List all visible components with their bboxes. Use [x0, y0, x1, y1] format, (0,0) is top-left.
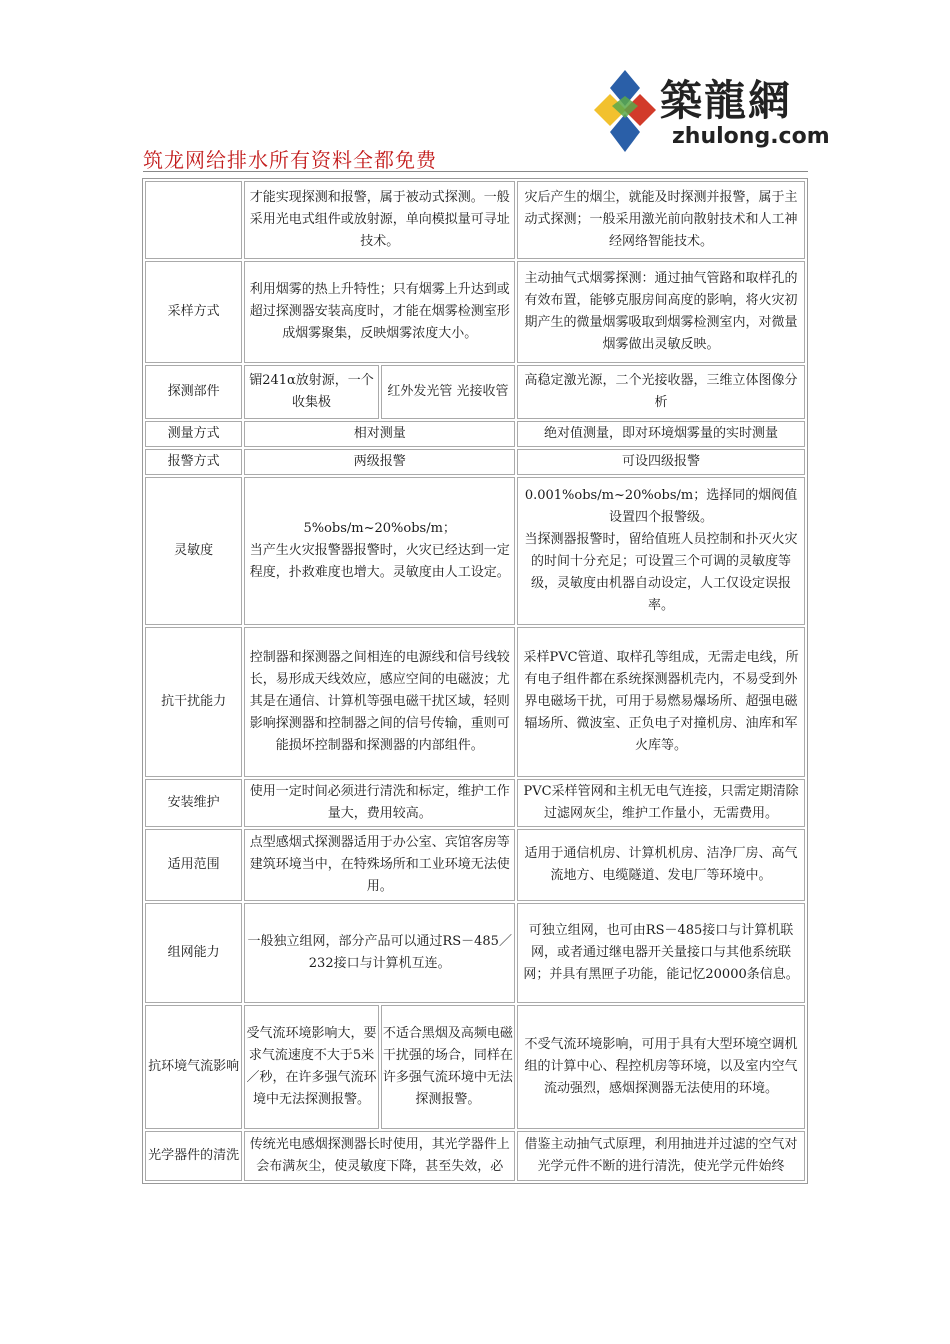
traditional-cell: 传统光电感烟探测器长时使用，其光学器件上会布满灰尘，使灵敏度下降，甚至失效，必	[244, 1131, 515, 1181]
row-label: 光学器件的清洗	[145, 1131, 242, 1181]
row-label: 抗干扰能力	[145, 627, 242, 777]
aspirating-cell: 高稳定激光源，二个光接收器，三维立体图像分析	[517, 365, 805, 419]
aspirating-cell: 可独立组网，也可由RS－485接口与计算机联网，或者通过继电器开关量接口与其他系统联网；并具有黑匣子功能，能记忆20000条信息。	[517, 903, 805, 1003]
aspirating-cell: 绝对值测量，即对环境烟雾量的实时测量	[517, 421, 805, 447]
table-row	[145, 1131, 805, 1181]
sensitivity-note: 当产生火灾报警器报警时，火灾已经达到一定程度，扑救难度也增大。灵敏度由人工设定。	[249, 543, 510, 580]
row-label: 安装维护	[145, 779, 242, 827]
sensitivity-note: 当探测器报警时，留给值班人员控制和扑灭火灾的时间十分充足；可设置三个可调的灵敏度等级，灵敏度由机器自动设定，人工仅设定误报率。	[524, 532, 798, 613]
traditional-cell: 利用烟雾的热上升特性；只有烟雾上升达到或超过探测器安装高度时，才能在烟雾检测室形成烟雾聚集，反映烟雾浓度大小。	[244, 261, 515, 363]
zhulong-logo	[590, 66, 830, 158]
traditional-cell: 才能实现探测和报警，属于被动式探测。一般采用光电式组件或放射源，单向模拟量可寻址技术。	[244, 181, 515, 259]
row-label: 组网能力	[145, 903, 242, 1003]
banner-title: 筑龙网给排水所有资料全都免费	[143, 148, 437, 172]
traditional-cell: 一般独立组网，部分产品可以通过RS－485／232接口与计算机互连。	[244, 903, 515, 1003]
traditional-cell-ionization: 受气流环境影响大，要求气流速度不大于5米／秒，在许多强气流环境中无法探测报警。	[244, 1005, 378, 1129]
aspirating-cell: 借鉴主动抽气式原理，利用抽进并过滤的空气对光学元件不断的进行清洗，使光学元件始终	[517, 1131, 805, 1181]
traditional-cell-photoelectric: 不适合黑烟及高频电磁干扰强的场合，同样在许多强气流环境中无法探测报警。	[381, 1005, 515, 1129]
traditional-cell: 控制器和探测器之间相连的电源线和信号线较长，易形成天线效应，感应空间的电磁波；尤其是在通信、计算机等强电磁干扰区域，轻则影响探测器和控制器之间的信号传输，重则可能损坏控制器和探测器的内部组件。	[244, 627, 515, 777]
table-row	[145, 627, 805, 777]
table-row	[145, 1005, 805, 1129]
aspirating-cell: 灾后产生的烟尘，就能及时探测并报警，属于主动式探测；一般采用激光前向散射技术和人工神经网络智能技术。	[517, 181, 805, 259]
aspirating-cell: 可设四级报警	[517, 449, 805, 475]
table-row	[145, 261, 805, 363]
row-label: 采样方式	[145, 261, 242, 363]
table-row	[145, 903, 805, 1003]
traditional-cell	[244, 477, 515, 625]
aspirating-cell: 主动抽气式烟雾探测：通过抽气管路和取样孔的有效布置，能够克服房间高度的影响，将火灾初期产生的微量烟雾吸取到烟雾检测室内，对微量烟雾做出灵敏反映。	[517, 261, 805, 363]
sensitivity-range: 0.001%obs/m~20%obs/m；选择同的烟阀值设置四个报警级。	[524, 488, 798, 525]
table-row	[145, 477, 805, 625]
logo-domain-text: zhulong.com	[672, 124, 830, 149]
row-label: 测量方式	[145, 421, 242, 447]
diamond-logo-icon	[590, 66, 660, 158]
aspirating-cell: 适用于通信机房、计算机机房、洁净厂房、高气流地方、电缆隧道、发电厂等环境中。	[517, 829, 805, 901]
row-label	[145, 181, 242, 259]
aspirating-cell	[517, 477, 805, 625]
aspirating-cell: PVC采样管网和主机无电气连接，只需定期清除过滤网灰尘，维护工作量小，无需费用。	[517, 779, 805, 827]
traditional-cell: 点型感烟式探测器适用于办公室、宾馆客房等建筑环境当中，在特殊场所和工业环境无法使用。	[244, 829, 515, 901]
traditional-cell-photoelectric: 红外发光管 光接收管	[381, 365, 515, 419]
comparison-table	[142, 178, 808, 1184]
table-row	[145, 779, 805, 827]
row-label: 探测部件	[145, 365, 242, 419]
aspirating-cell: 采样PVC管道、取样孔等组成，无需走电线，所有电子组件都在系统探测器机壳内，不易受到外界电磁场干扰，可用于易燃易爆场所、超强电磁辐场所、微波室、正负电子对撞机房、油库和军火库等。	[517, 627, 805, 777]
traditional-cell-ionization: 镅241α放射源，一个收集极	[244, 365, 378, 419]
header-divider	[143, 171, 808, 172]
table-row	[145, 365, 805, 419]
table-row	[145, 449, 805, 475]
logo-chinese-text: 築龍網	[660, 76, 793, 125]
sensitivity-range: 5%obs/m~20%obs/m；	[303, 521, 456, 536]
aspirating-cell: 不受气流环境影响，可用于具有大型环境空调机组的计算中心、程控机房等环境，以及室内空气流动强烈，感烟探测器无法使用的环境。	[517, 1005, 805, 1129]
table-row	[145, 181, 805, 259]
row-label: 灵敏度	[145, 477, 242, 625]
row-label: 抗环境气流影响	[145, 1005, 242, 1129]
traditional-cell: 相对测量	[244, 421, 515, 447]
table-row	[145, 829, 805, 901]
traditional-cell: 使用一定时间必须进行清洗和标定，维护工作量大，费用较高。	[244, 779, 515, 827]
row-label: 报警方式	[145, 449, 242, 475]
table-row	[145, 421, 805, 447]
traditional-cell: 两级报警	[244, 449, 515, 475]
row-label: 适用范围	[145, 829, 242, 901]
